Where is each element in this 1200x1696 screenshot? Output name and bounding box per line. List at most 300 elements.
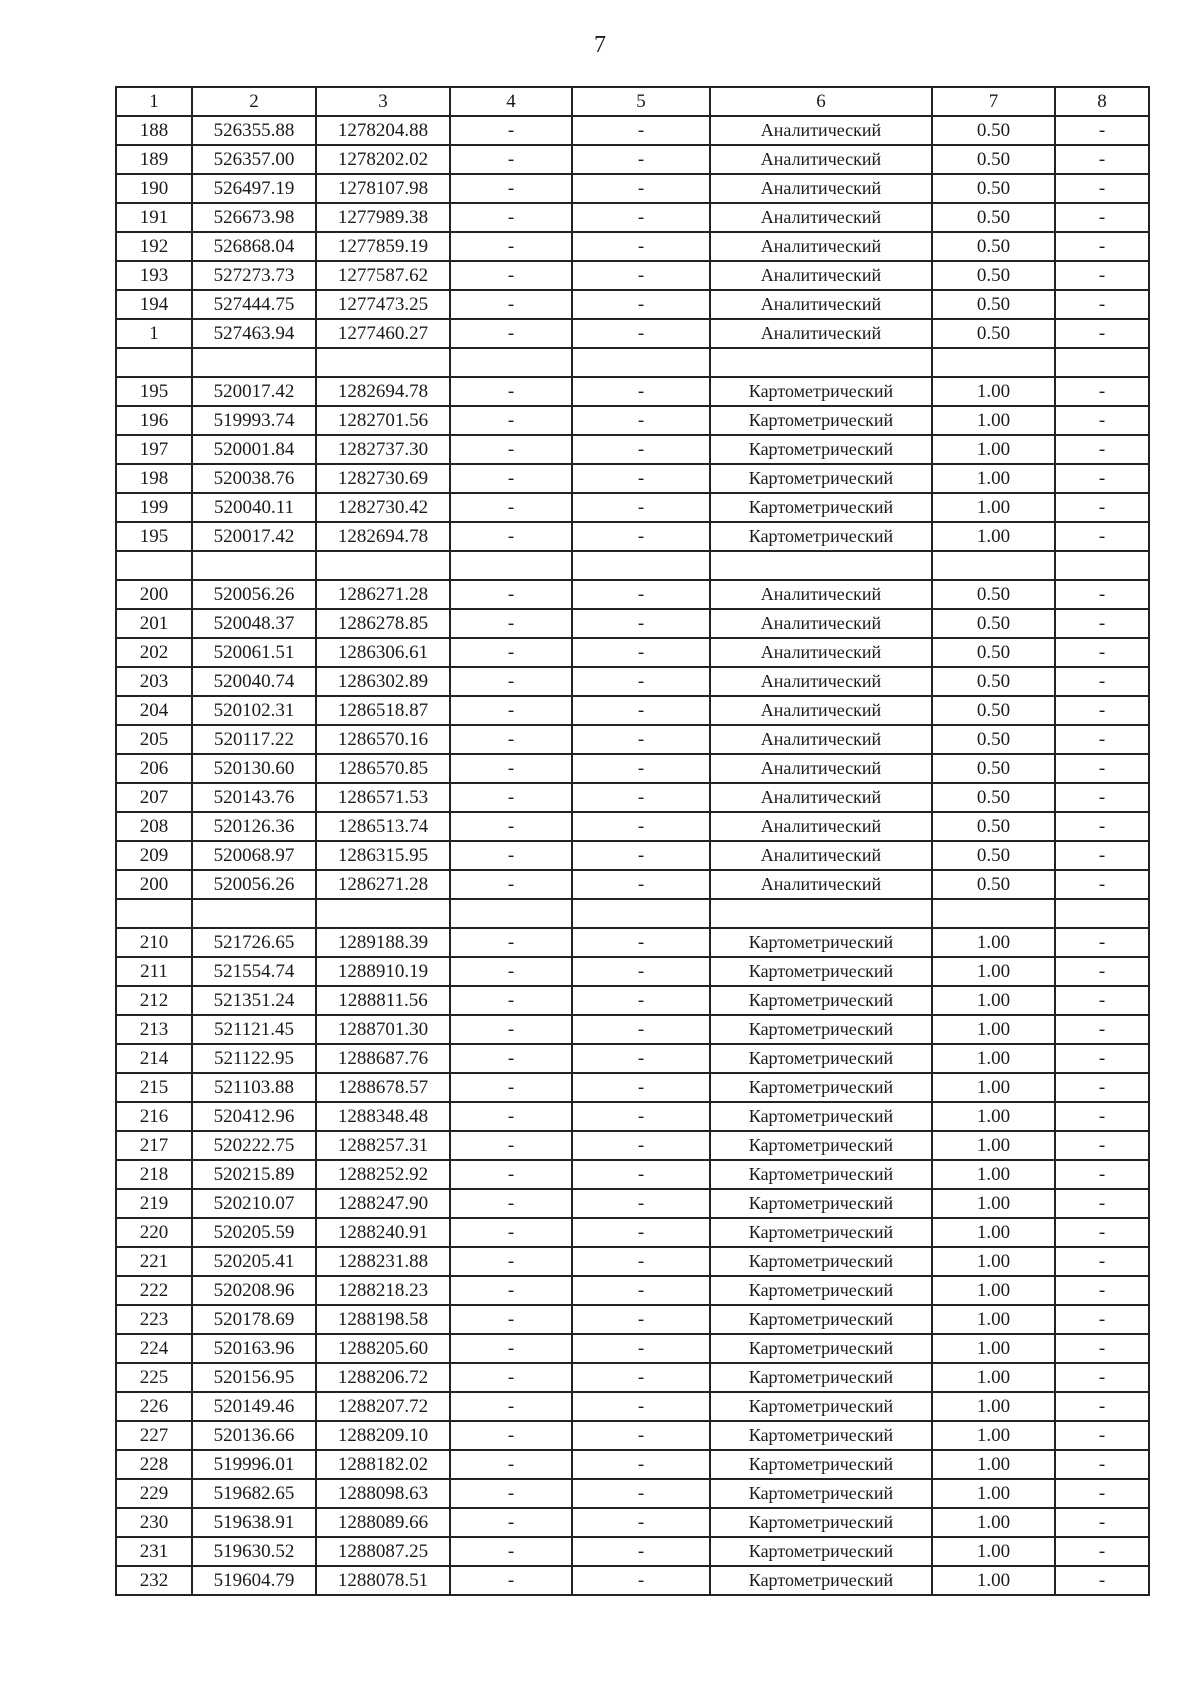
- table-row: [116, 957, 1149, 986]
- column-4-cell: -: [450, 1044, 572, 1073]
- accuracy-cell: 0.50: [932, 870, 1055, 899]
- column-5-cell: -: [572, 261, 710, 290]
- column-5-cell: -: [572, 1392, 710, 1421]
- y-coordinate-cell: 1288678.57: [316, 1073, 450, 1102]
- point-number-cell: 195: [116, 522, 192, 551]
- column-5-cell: -: [572, 986, 710, 1015]
- column-5-cell: -: [572, 232, 710, 261]
- column-4-cell: -: [450, 319, 572, 348]
- point-number-cell: 201: [116, 609, 192, 638]
- column-8-cell: -: [1055, 754, 1149, 783]
- accuracy-cell: 0.50: [932, 812, 1055, 841]
- column-4-cell: -: [450, 580, 572, 609]
- column-8-cell: -: [1055, 1566, 1149, 1595]
- accuracy-cell: 0.50: [932, 232, 1055, 261]
- column-8-cell: -: [1055, 116, 1149, 145]
- accuracy-cell: 1.00: [932, 1421, 1055, 1450]
- accuracy-cell: 0.50: [932, 203, 1055, 232]
- x-coordinate-cell: 526355.88: [192, 116, 316, 145]
- method-cell: Картометрический: [710, 1566, 932, 1595]
- y-coordinate-cell: 1288205.60: [316, 1334, 450, 1363]
- column-4-cell: -: [450, 1073, 572, 1102]
- column-8-cell: -: [1055, 464, 1149, 493]
- y-coordinate-cell: 1277473.25: [316, 290, 450, 319]
- accuracy-cell: 1.00: [932, 1334, 1055, 1363]
- method-cell: Картометрический: [710, 1479, 932, 1508]
- y-coordinate-cell: 1277859.19: [316, 232, 450, 261]
- column-4-cell: -: [450, 696, 572, 725]
- point-number-cell: 216: [116, 1102, 192, 1131]
- column-4-cell: -: [450, 1479, 572, 1508]
- table-row: [116, 1189, 1149, 1218]
- method-cell: Аналитический: [710, 145, 932, 174]
- accuracy-cell: 0.50: [932, 783, 1055, 812]
- point-number-cell: 207: [116, 783, 192, 812]
- column-4-cell: [450, 348, 572, 377]
- column-8-cell: -: [1055, 174, 1149, 203]
- column-8-cell: -: [1055, 1102, 1149, 1131]
- table-row: [116, 319, 1149, 348]
- column-5-cell: -: [572, 580, 710, 609]
- accuracy-cell: 1.00: [932, 1044, 1055, 1073]
- point-number-cell: 230: [116, 1508, 192, 1537]
- accuracy-cell: 1.00: [932, 1566, 1055, 1595]
- column-5-cell: -: [572, 696, 710, 725]
- table-row: [116, 609, 1149, 638]
- y-coordinate-cell: [316, 551, 450, 580]
- column-5-cell: -: [572, 1073, 710, 1102]
- table-row: [116, 1015, 1149, 1044]
- column-5-cell: -: [572, 1363, 710, 1392]
- y-coordinate-cell: 1288811.56: [316, 986, 450, 1015]
- column-4-cell: [450, 899, 572, 928]
- column-4-cell: -: [450, 1363, 572, 1392]
- column-4-cell: [450, 551, 572, 580]
- table-row: [116, 116, 1149, 145]
- column-8-cell: -: [1055, 638, 1149, 667]
- y-coordinate-cell: 1286306.61: [316, 638, 450, 667]
- point-number-cell: 199: [116, 493, 192, 522]
- x-coordinate-cell: 520156.95: [192, 1363, 316, 1392]
- column-8-cell: -: [1055, 841, 1149, 870]
- table-row: [116, 928, 1149, 957]
- accuracy-cell: 0.50: [932, 580, 1055, 609]
- column-4-cell: -: [450, 116, 572, 145]
- table-row: [116, 551, 1149, 580]
- y-coordinate-cell: 1282730.42: [316, 493, 450, 522]
- point-number-cell: 226: [116, 1392, 192, 1421]
- point-number-cell: 197: [116, 435, 192, 464]
- y-coordinate-cell: 1278107.98: [316, 174, 450, 203]
- y-coordinate-cell: 1288198.58: [316, 1305, 450, 1334]
- column-4-cell: -: [450, 1537, 572, 1566]
- column-8-cell: -: [1055, 870, 1149, 899]
- method-cell: Аналитический: [710, 870, 932, 899]
- y-coordinate-cell: 1278204.88: [316, 116, 450, 145]
- x-coordinate-cell: 521103.88: [192, 1073, 316, 1102]
- x-coordinate-cell: 520056.26: [192, 580, 316, 609]
- x-coordinate-cell: 520136.66: [192, 1421, 316, 1450]
- column-8-cell: -: [1055, 1305, 1149, 1334]
- x-coordinate-cell: 519682.65: [192, 1479, 316, 1508]
- column-5-cell: -: [572, 1247, 710, 1276]
- column-4-cell: -: [450, 928, 572, 957]
- table-row: [116, 986, 1149, 1015]
- table-row: [116, 1479, 1149, 1508]
- x-coordinate-cell: 520163.96: [192, 1334, 316, 1363]
- x-coordinate-cell: 526357.00: [192, 145, 316, 174]
- column-4-cell: -: [450, 957, 572, 986]
- column-5-cell: -: [572, 1102, 710, 1131]
- method-cell: Аналитический: [710, 261, 932, 290]
- column-5-cell: -: [572, 290, 710, 319]
- x-coordinate-cell: 520017.42: [192, 377, 316, 406]
- column-4-cell: -: [450, 1131, 572, 1160]
- column-8-cell: -: [1055, 1421, 1149, 1450]
- method-cell: Картометрический: [710, 1015, 932, 1044]
- accuracy-cell: 0.50: [932, 725, 1055, 754]
- column-8-cell: -: [1055, 812, 1149, 841]
- column-4-cell: -: [450, 1508, 572, 1537]
- column-8-cell: -: [1055, 203, 1149, 232]
- table-row: [116, 1247, 1149, 1276]
- table-row: [116, 1566, 1149, 1595]
- method-cell: Картометрический: [710, 493, 932, 522]
- x-coordinate-cell: 521122.95: [192, 1044, 316, 1073]
- point-number-cell: 214: [116, 1044, 192, 1073]
- column-8-cell: -: [1055, 667, 1149, 696]
- method-cell: Картометрический: [710, 928, 932, 957]
- y-coordinate-cell: 1282701.56: [316, 406, 450, 435]
- point-number-cell: [116, 348, 192, 377]
- point-number-cell: 211: [116, 957, 192, 986]
- point-number-cell: 192: [116, 232, 192, 261]
- method-cell: Картометрический: [710, 522, 932, 551]
- point-number-cell: 224: [116, 1334, 192, 1363]
- accuracy-cell: 1.00: [932, 1073, 1055, 1102]
- table-row: [116, 1160, 1149, 1189]
- x-coordinate-cell: 527273.73: [192, 261, 316, 290]
- point-number-cell: [116, 551, 192, 580]
- x-coordinate-cell: 519993.74: [192, 406, 316, 435]
- column-8-cell: -: [1055, 493, 1149, 522]
- table-row: [116, 725, 1149, 754]
- y-coordinate-cell: 1288078.51: [316, 1566, 450, 1595]
- x-coordinate-cell: 527444.75: [192, 290, 316, 319]
- point-number-cell: 189: [116, 145, 192, 174]
- accuracy-cell: 1.00: [932, 1102, 1055, 1131]
- column-4-cell: -: [450, 290, 572, 319]
- column-4-cell: -: [450, 1189, 572, 1218]
- column-8-cell: -: [1055, 1073, 1149, 1102]
- coordinates-table: [115, 86, 1150, 1596]
- method-cell: Картометрический: [710, 1073, 932, 1102]
- column-4-cell: -: [450, 783, 572, 812]
- accuracy-cell: 1.00: [932, 522, 1055, 551]
- method-cell: Картометрический: [710, 435, 932, 464]
- column-4-cell: -: [450, 1334, 572, 1363]
- point-number-cell: 188: [116, 116, 192, 145]
- point-number-cell: 215: [116, 1073, 192, 1102]
- column-8-cell: -: [1055, 1363, 1149, 1392]
- table-row: [116, 580, 1149, 609]
- column-8-cell: -: [1055, 435, 1149, 464]
- page-number: 7: [594, 32, 606, 58]
- column-4-cell: -: [450, 754, 572, 783]
- column-8-cell: -: [1055, 377, 1149, 406]
- accuracy-cell: [932, 348, 1055, 377]
- point-number-cell: 204: [116, 696, 192, 725]
- table-row: [116, 899, 1149, 928]
- y-coordinate-cell: 1286571.53: [316, 783, 450, 812]
- column-5-cell: -: [572, 1566, 710, 1595]
- column-8-cell: -: [1055, 986, 1149, 1015]
- column-5-cell: -: [572, 116, 710, 145]
- method-cell: Картометрический: [710, 1160, 932, 1189]
- y-coordinate-cell: 1288087.25: [316, 1537, 450, 1566]
- method-cell: Картометрический: [710, 986, 932, 1015]
- method-cell: Картометрический: [710, 464, 932, 493]
- column-8-cell: -: [1055, 232, 1149, 261]
- y-coordinate-cell: 1286302.89: [316, 667, 450, 696]
- column-8-cell: -: [1055, 1537, 1149, 1566]
- point-number-cell: 218: [116, 1160, 192, 1189]
- column-5-cell: -: [572, 1334, 710, 1363]
- table-row: [116, 1073, 1149, 1102]
- column-8-cell: -: [1055, 1508, 1149, 1537]
- column-4-cell: -: [450, 609, 572, 638]
- column-5-cell: -: [572, 1044, 710, 1073]
- y-coordinate-cell: 1288247.90: [316, 1189, 450, 1218]
- column-4-cell: -: [450, 232, 572, 261]
- y-coordinate-cell: 1282694.78: [316, 377, 450, 406]
- column-4-cell: -: [450, 145, 572, 174]
- column-5-cell: -: [572, 1218, 710, 1247]
- y-coordinate-cell: 1288701.30: [316, 1015, 450, 1044]
- column-4-cell: -: [450, 986, 572, 1015]
- column-8-cell: -: [1055, 609, 1149, 638]
- column-5-cell: -: [572, 406, 710, 435]
- x-coordinate-cell: [192, 551, 316, 580]
- table-row: [116, 1363, 1149, 1392]
- column-5-cell: -: [572, 754, 710, 783]
- point-number-cell: 193: [116, 261, 192, 290]
- column-8-cell: [1055, 899, 1149, 928]
- accuracy-cell: 1.00: [932, 493, 1055, 522]
- column-5-cell: [572, 899, 710, 928]
- method-cell: Аналитический: [710, 696, 932, 725]
- table-row: [116, 493, 1149, 522]
- accuracy-cell: 1.00: [932, 1479, 1055, 1508]
- column-5-cell: -: [572, 870, 710, 899]
- point-number-cell: 194: [116, 290, 192, 319]
- column-header: 7: [932, 87, 1055, 116]
- y-coordinate-cell: 1288182.02: [316, 1450, 450, 1479]
- column-5-cell: -: [572, 145, 710, 174]
- x-coordinate-cell: 520215.89: [192, 1160, 316, 1189]
- column-5-cell: -: [572, 841, 710, 870]
- column-5-cell: -: [572, 1131, 710, 1160]
- point-number-cell: 200: [116, 580, 192, 609]
- y-coordinate-cell: 1288209.10: [316, 1421, 450, 1450]
- point-number-cell: 225: [116, 1363, 192, 1392]
- method-cell: Картометрический: [710, 1508, 932, 1537]
- point-number-cell: 196: [116, 406, 192, 435]
- table-row: [116, 232, 1149, 261]
- table-row: [116, 1334, 1149, 1363]
- column-8-cell: -: [1055, 1276, 1149, 1305]
- x-coordinate-cell: 526673.98: [192, 203, 316, 232]
- x-coordinate-cell: 520205.41: [192, 1247, 316, 1276]
- column-4-cell: -: [450, 1566, 572, 1595]
- column-4-cell: -: [450, 1421, 572, 1450]
- column-5-cell: -: [572, 319, 710, 348]
- column-header: 2: [192, 87, 316, 116]
- accuracy-cell: 1.00: [932, 1131, 1055, 1160]
- accuracy-cell: 1.00: [932, 435, 1055, 464]
- column-5-cell: -: [572, 1189, 710, 1218]
- x-coordinate-cell: 519630.52: [192, 1537, 316, 1566]
- y-coordinate-cell: 1288348.48: [316, 1102, 450, 1131]
- accuracy-cell: 1.00: [932, 986, 1055, 1015]
- point-number-cell: 232: [116, 1566, 192, 1595]
- x-coordinate-cell: 526497.19: [192, 174, 316, 203]
- table-row: [116, 812, 1149, 841]
- column-4-cell: -: [450, 522, 572, 551]
- table-row: [116, 261, 1149, 290]
- method-cell: Аналитический: [710, 203, 932, 232]
- point-number-cell: [116, 899, 192, 928]
- column-5-cell: -: [572, 377, 710, 406]
- method-cell: Аналитический: [710, 754, 932, 783]
- x-coordinate-cell: 520130.60: [192, 754, 316, 783]
- method-cell: Аналитический: [710, 609, 932, 638]
- method-cell: Аналитический: [710, 725, 932, 754]
- method-cell: Аналитический: [710, 580, 932, 609]
- x-coordinate-cell: 520117.22: [192, 725, 316, 754]
- point-number-cell: 217: [116, 1131, 192, 1160]
- column-4-cell: -: [450, 1102, 572, 1131]
- column-5-cell: [572, 551, 710, 580]
- column-5-cell: -: [572, 1276, 710, 1305]
- x-coordinate-cell: 526868.04: [192, 232, 316, 261]
- column-8-cell: -: [1055, 783, 1149, 812]
- method-cell: Аналитический: [710, 290, 932, 319]
- y-coordinate-cell: [316, 899, 450, 928]
- point-number-cell: 222: [116, 1276, 192, 1305]
- accuracy-cell: 1.00: [932, 1305, 1055, 1334]
- table-row: [116, 1450, 1149, 1479]
- column-5-cell: -: [572, 1015, 710, 1044]
- x-coordinate-cell: 520040.11: [192, 493, 316, 522]
- y-coordinate-cell: 1277587.62: [316, 261, 450, 290]
- method-cell: Картометрический: [710, 1537, 932, 1566]
- y-coordinate-cell: 1286315.95: [316, 841, 450, 870]
- method-cell: Картометрический: [710, 1218, 932, 1247]
- table-body: [116, 87, 1149, 1595]
- column-4-cell: -: [450, 1247, 572, 1276]
- accuracy-cell: 1.00: [932, 1218, 1055, 1247]
- column-4-cell: -: [450, 1392, 572, 1421]
- column-4-cell: -: [450, 841, 572, 870]
- accuracy-cell: 1.00: [932, 464, 1055, 493]
- table-row: [116, 1421, 1149, 1450]
- column-8-cell: -: [1055, 957, 1149, 986]
- x-coordinate-cell: 520208.96: [192, 1276, 316, 1305]
- method-cell: Картометрический: [710, 1450, 932, 1479]
- point-number-cell: 220: [116, 1218, 192, 1247]
- point-number-cell: 221: [116, 1247, 192, 1276]
- column-header: 6: [710, 87, 932, 116]
- accuracy-cell: 1.00: [932, 1450, 1055, 1479]
- column-4-cell: -: [450, 1305, 572, 1334]
- y-coordinate-cell: 1288207.72: [316, 1392, 450, 1421]
- column-5-cell: -: [572, 1305, 710, 1334]
- point-number-cell: 206: [116, 754, 192, 783]
- column-4-cell: -: [450, 377, 572, 406]
- y-coordinate-cell: 1286271.28: [316, 870, 450, 899]
- accuracy-cell: 0.50: [932, 290, 1055, 319]
- table-header-row: [116, 87, 1149, 116]
- x-coordinate-cell: 520102.31: [192, 696, 316, 725]
- column-4-cell: -: [450, 812, 572, 841]
- x-coordinate-cell: 520222.75: [192, 1131, 316, 1160]
- y-coordinate-cell: 1282694.78: [316, 522, 450, 551]
- point-number-cell: 1: [116, 319, 192, 348]
- column-5-cell: -: [572, 667, 710, 696]
- point-number-cell: 209: [116, 841, 192, 870]
- point-number-cell: 231: [116, 1537, 192, 1566]
- x-coordinate-cell: 521554.74: [192, 957, 316, 986]
- x-coordinate-cell: 520412.96: [192, 1102, 316, 1131]
- column-8-cell: -: [1055, 928, 1149, 957]
- table-row: [116, 203, 1149, 232]
- accuracy-cell: 0.50: [932, 841, 1055, 870]
- point-number-cell: 191: [116, 203, 192, 232]
- accuracy-cell: 0.50: [932, 696, 1055, 725]
- x-coordinate-cell: 519604.79: [192, 1566, 316, 1595]
- x-coordinate-cell: 519996.01: [192, 1450, 316, 1479]
- accuracy-cell: 0.50: [932, 116, 1055, 145]
- column-4-cell: -: [450, 1015, 572, 1044]
- column-8-cell: -: [1055, 696, 1149, 725]
- column-8-cell: -: [1055, 1247, 1149, 1276]
- x-coordinate-cell: [192, 899, 316, 928]
- column-8-cell: -: [1055, 1450, 1149, 1479]
- point-number-cell: 213: [116, 1015, 192, 1044]
- table-row: [116, 1044, 1149, 1073]
- method-cell: Картометрический: [710, 1276, 932, 1305]
- method-cell: Аналитический: [710, 812, 932, 841]
- table-row: [116, 1537, 1149, 1566]
- y-coordinate-cell: 1282730.69: [316, 464, 450, 493]
- accuracy-cell: 1.00: [932, 1276, 1055, 1305]
- column-4-cell: -: [450, 638, 572, 667]
- y-coordinate-cell: 1286518.87: [316, 696, 450, 725]
- table-row: [116, 1276, 1149, 1305]
- x-coordinate-cell: 520210.07: [192, 1189, 316, 1218]
- column-5-cell: -: [572, 174, 710, 203]
- column-8-cell: [1055, 348, 1149, 377]
- table-row: [116, 522, 1149, 551]
- accuracy-cell: [932, 899, 1055, 928]
- method-cell: Аналитический: [710, 116, 932, 145]
- column-4-cell: -: [450, 261, 572, 290]
- column-8-cell: [1055, 551, 1149, 580]
- column-5-cell: -: [572, 609, 710, 638]
- column-4-cell: -: [450, 406, 572, 435]
- column-5-cell: -: [572, 638, 710, 667]
